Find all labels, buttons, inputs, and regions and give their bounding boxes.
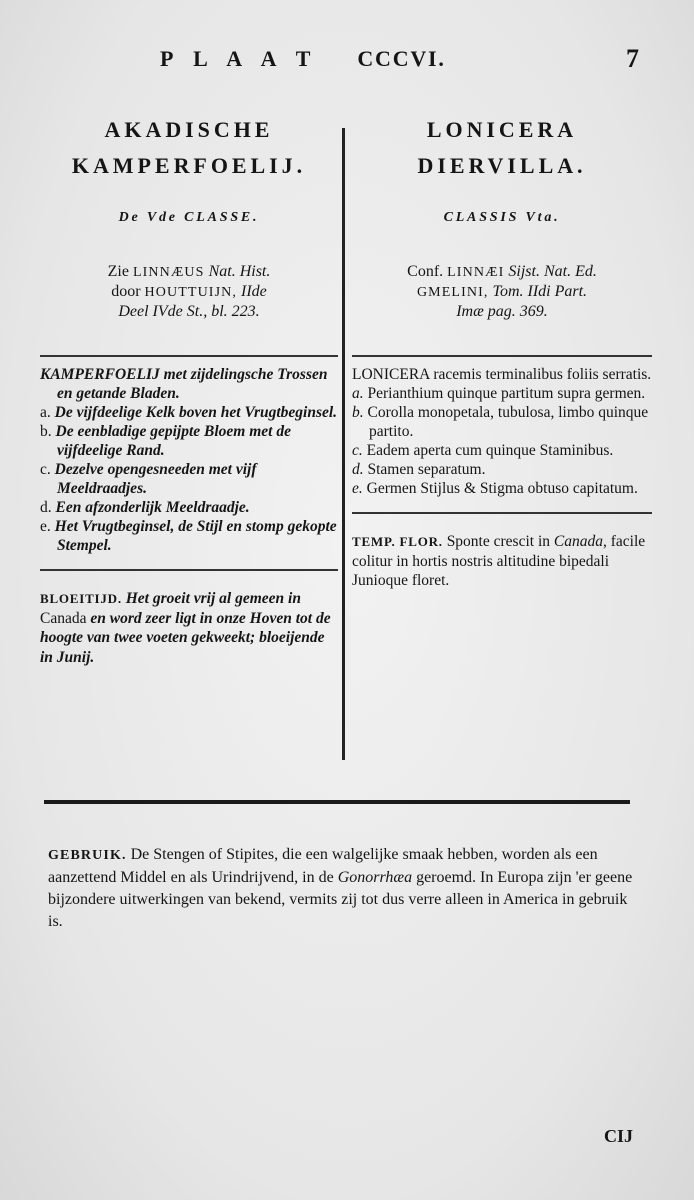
desc-line: b. Corolla monopetala, tubulosa, limbo quinque partito.	[352, 404, 649, 440]
ref-author: LINNÆUS	[132, 265, 205, 280]
desc-line: a. De vijfdeelige Kelk boven het Vrugtbeginsel.	[40, 404, 338, 421]
page-corner-mark: 7	[626, 44, 639, 73]
ref-translator: HOUTTUIJN,	[144, 285, 238, 300]
ref-prefix: Zie	[107, 263, 129, 280]
ref-line3: Deel IVde St., bl. 223.	[118, 303, 260, 320]
latin-reference: Conf. LINNÆI Sijst. Nat. Ed. GMELINI, Tom. IIdi Part. Imæ pag. 369.	[407, 263, 597, 320]
desc-line: c. Dezelve opengesneeden met vijf Meeldraadjes.	[40, 461, 257, 497]
dutch-flowering: BLOEITIJD. Het groeit vrij al gemeen in Canada en word zeer ligt in onze Hoven tot de hoogte van twee voeten gekweekt; bloeijende in Junij.	[40, 590, 331, 666]
desc-line: c. Eadem aperta cum quinque Staminibus.	[352, 442, 614, 459]
section-divider	[44, 800, 630, 804]
dutch-classe: De Vde CLASSE.	[118, 210, 260, 225]
plate-number: CCCVI.	[357, 46, 446, 71]
column-divider	[342, 128, 345, 760]
dutch-title-line2: KAMPERFOELIJ.	[71, 153, 307, 178]
plate-header	[160, 46, 446, 72]
latin-title-line1: LONICERA	[426, 117, 578, 142]
ref-work: Nat. Hist.	[208, 263, 271, 280]
desc-line: e. Germen Stijlus & Stigma obtuso capitatum.	[352, 480, 638, 497]
plate-header-label: P L A A T	[160, 46, 318, 71]
desc-line: d. Een afzonderlijk Meeldraadje.	[40, 499, 250, 516]
latin-title	[352, 112, 652, 184]
desc-line: d. Stamen separatum.	[352, 461, 486, 478]
desc-line: a. Perianthium quinque partitum supra germen.	[352, 385, 646, 402]
latin-flowering: TEMP. FLOR. Sponte crescit in Canada, facile colitur in hortis nostris altitudine bipedali Junioque floret.	[352, 533, 646, 589]
ref-author: LINNÆI	[447, 265, 505, 280]
dutch-reference	[40, 262, 338, 321]
usage-paragraph: GEBRUIK. De Stengen of Stipites, die een walgelijke smaak hebben, worden als een aanzettend Middel en als Urindrijvend, in de Gonorrhæa geroemd. In Europa zijn 'er geene bijzondere uitwerkingen van bekend, vermits zij tot dus verre alleen in America in gebruik is.	[48, 846, 633, 930]
signature-mark: CIJ	[604, 1126, 634, 1146]
flowering-head: TEMP. FLOR.	[352, 534, 443, 549]
dutch-rule-bottom	[40, 569, 338, 571]
latin-description	[352, 365, 652, 498]
desc-line: LONICERA racemis terminalibus foliis serratis.	[352, 366, 652, 383]
desc-line: KAMPERFOELIJ met zijdelingsche Trossen en getande Bladen.	[40, 366, 328, 402]
desc-line: e. Het Vrugtbeginsel, de Stijl en stomp gekopte Stempel.	[40, 518, 337, 554]
dutch-column	[40, 112, 338, 667]
dutch-title	[40, 112, 338, 184]
latin-column	[352, 112, 652, 591]
ref-part: IIde	[241, 283, 267, 300]
latin-classis: CLASSIS Vta.	[443, 210, 561, 225]
latin-title-line2: DIERVILLA.	[417, 153, 587, 178]
dutch-description	[40, 365, 338, 555]
dutch-title-line1: AKADISCHE	[104, 117, 274, 142]
latin-rule-bottom	[352, 512, 652, 514]
dutch-rule-top	[40, 355, 338, 357]
flowering-head: BLOEITIJD.	[40, 591, 122, 606]
desc-line: b. De eenbladige gepijpte Bloem met de vijfdeelige Rand.	[40, 423, 291, 459]
latin-rule-top	[352, 355, 652, 357]
ref-editor: GMELINI,	[416, 285, 489, 300]
usage-head: GEBRUIK.	[48, 848, 127, 863]
ref-line2-prefix: door	[111, 283, 141, 300]
